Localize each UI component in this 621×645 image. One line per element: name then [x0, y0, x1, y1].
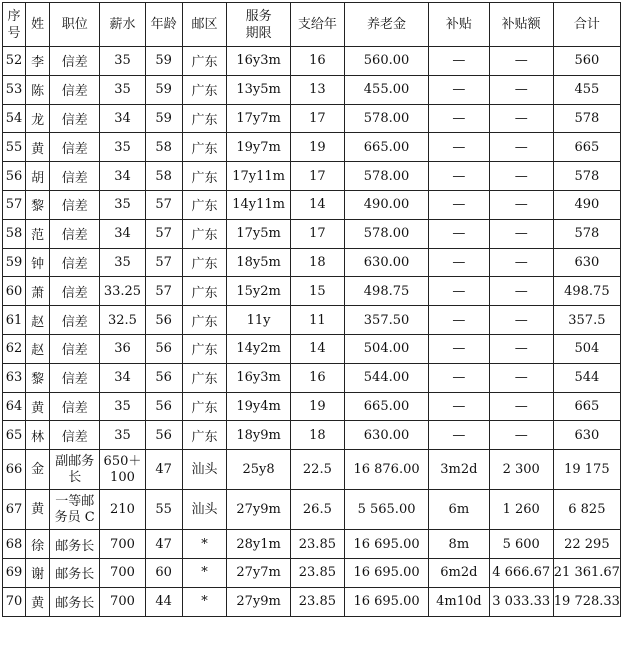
cell-allowance: — [429, 248, 490, 277]
cell-surname: 胡 [26, 162, 50, 191]
table-row [3, 558, 621, 587]
table-row [3, 248, 621, 277]
cell-allowance-amount: — [489, 219, 553, 248]
cell-years-paid: 19 [290, 133, 344, 162]
cell-service-term: 13y5m [227, 75, 290, 104]
cell-surname: 赵 [26, 334, 50, 363]
cell-pension: 490.00 [345, 190, 429, 219]
cell-salary: 34 [100, 363, 146, 392]
cell-surname: 赵 [26, 306, 50, 335]
cell-allowance: — [429, 162, 490, 191]
cell-years-paid: 18 [290, 248, 344, 277]
cell-seq: 54 [3, 104, 26, 133]
table-row [3, 47, 621, 76]
cell-allowance: — [429, 219, 490, 248]
cell-position: 信差 [50, 75, 100, 104]
cell-surname: 陈 [26, 75, 50, 104]
cell-allowance: — [429, 306, 490, 335]
cell-service-term: 27y7m [227, 558, 290, 587]
table-row [3, 219, 621, 248]
table-row [3, 587, 621, 616]
cell-salary: 34 [100, 219, 146, 248]
table-row [3, 306, 621, 335]
cell-years-paid: 26.5 [290, 490, 344, 530]
cell-position: 信差 [50, 190, 100, 219]
cell-years-paid: 18 [290, 421, 344, 450]
cell-postal-district: 广东 [182, 363, 227, 392]
cell-pension: 578.00 [345, 219, 429, 248]
cell-years-paid: 13 [290, 75, 344, 104]
header-allowance: 补贴 [429, 3, 490, 47]
cell-salary: 35 [100, 75, 146, 104]
cell-age: 57 [145, 248, 182, 277]
cell-pension: 578.00 [345, 162, 429, 191]
cell-age: 56 [145, 306, 182, 335]
cell-postal-district: 广东 [182, 306, 227, 335]
table-row [3, 277, 621, 306]
cell-position: 一等邮务员 C [50, 490, 100, 530]
cell-position: 信差 [50, 47, 100, 76]
cell-position: 信差 [50, 133, 100, 162]
cell-age: 59 [145, 47, 182, 76]
cell-allowance: — [429, 133, 490, 162]
cell-total: 357.5 [553, 306, 620, 335]
cell-pension: 560.00 [345, 47, 429, 76]
cell-postal-district: 广东 [182, 133, 227, 162]
cell-surname: 徐 [26, 530, 50, 559]
cell-service-term: 25y8 [227, 450, 290, 490]
cell-postal-district: 广东 [182, 392, 227, 421]
cell-postal-district: 广东 [182, 190, 227, 219]
cell-pension: 16 695.00 [345, 530, 429, 559]
cell-seq: 69 [3, 558, 26, 587]
cell-postal-district: 广东 [182, 162, 227, 191]
cell-position: 信差 [50, 219, 100, 248]
cell-age: 56 [145, 392, 182, 421]
cell-salary: 700 [100, 587, 146, 616]
cell-allowance: — [429, 421, 490, 450]
cell-service-term: 19y7m [227, 133, 290, 162]
cell-service-term: 17y7m [227, 104, 290, 133]
cell-postal-district: 广东 [182, 219, 227, 248]
cell-postal-district: * [182, 558, 227, 587]
cell-allowance-amount: — [489, 75, 553, 104]
cell-surname: 黎 [26, 363, 50, 392]
cell-surname: 金 [26, 450, 50, 490]
cell-pension: 16 695.00 [345, 558, 429, 587]
header-age: 年龄 [145, 3, 182, 47]
cell-service-term: 18y5m [227, 248, 290, 277]
header-total: 合计 [553, 3, 620, 47]
cell-allowance-amount: — [489, 248, 553, 277]
cell-total: 665 [553, 133, 620, 162]
cell-surname: 谢 [26, 558, 50, 587]
cell-age: 59 [145, 75, 182, 104]
cell-years-paid: 23.85 [290, 587, 344, 616]
cell-seq: 61 [3, 306, 26, 335]
cell-service-term: 27y9m [227, 587, 290, 616]
cell-surname: 范 [26, 219, 50, 248]
table-row [3, 104, 621, 133]
cell-allowance-amount: — [489, 162, 553, 191]
cell-years-paid: 17 [290, 104, 344, 133]
cell-surname: 钟 [26, 248, 50, 277]
cell-pension: 5 565.00 [345, 490, 429, 530]
cell-years-paid: 16 [290, 47, 344, 76]
cell-years-paid: 19 [290, 392, 344, 421]
pension-table [2, 2, 621, 617]
cell-age: 56 [145, 421, 182, 450]
cell-salary: 35 [100, 133, 146, 162]
cell-allowance-amount: 5 600 [489, 530, 553, 559]
cell-surname: 黄 [26, 490, 50, 530]
cell-position: 信差 [50, 363, 100, 392]
cell-pension: 498.75 [345, 277, 429, 306]
cell-seq: 60 [3, 277, 26, 306]
cell-salary: 210 [100, 490, 146, 530]
header-row [3, 3, 621, 47]
cell-surname: 李 [26, 47, 50, 76]
cell-years-paid: 14 [290, 190, 344, 219]
cell-salary: 34 [100, 104, 146, 133]
cell-allowance: 6m [429, 490, 490, 530]
cell-salary: 650＋100 [100, 450, 146, 490]
header-allowance-amount: 补贴额 [489, 3, 553, 47]
cell-salary: 35 [100, 392, 146, 421]
cell-age: 57 [145, 190, 182, 219]
cell-age: 56 [145, 334, 182, 363]
cell-service-term: 17y11m [227, 162, 290, 191]
header-seq: 序号 [3, 3, 26, 47]
header-postal-district: 邮区 [182, 3, 227, 47]
cell-seq: 53 [3, 75, 26, 104]
cell-service-term: 15y2m [227, 277, 290, 306]
table-row [3, 334, 621, 363]
cell-age: 44 [145, 587, 182, 616]
cell-allowance-amount: — [489, 392, 553, 421]
table-row [3, 421, 621, 450]
cell-allowance-amount: — [489, 334, 553, 363]
cell-surname: 黄 [26, 587, 50, 616]
cell-postal-district: 广东 [182, 47, 227, 76]
cell-salary: 36 [100, 334, 146, 363]
cell-age: 57 [145, 219, 182, 248]
cell-years-paid: 23.85 [290, 558, 344, 587]
cell-years-paid: 14 [290, 334, 344, 363]
cell-position: 信差 [50, 334, 100, 363]
cell-postal-district: 汕头 [182, 490, 227, 530]
cell-seq: 67 [3, 490, 26, 530]
cell-surname: 林 [26, 421, 50, 450]
cell-seq: 65 [3, 421, 26, 450]
cell-age: 57 [145, 277, 182, 306]
header-surname: 姓 [26, 3, 50, 47]
cell-allowance-amount: — [489, 277, 553, 306]
cell-total: 544 [553, 363, 620, 392]
cell-position: 信差 [50, 104, 100, 133]
cell-allowance: 6m2d [429, 558, 490, 587]
cell-allowance: 3m2d [429, 450, 490, 490]
cell-position: 信差 [50, 248, 100, 277]
table-row [3, 530, 621, 559]
cell-salary: 35 [100, 248, 146, 277]
cell-seq: 63 [3, 363, 26, 392]
cell-position: 信差 [50, 277, 100, 306]
cell-pension: 544.00 [345, 363, 429, 392]
cell-surname: 龙 [26, 104, 50, 133]
cell-position: 邮务长 [50, 530, 100, 559]
cell-years-paid: 11 [290, 306, 344, 335]
cell-pension: 665.00 [345, 133, 429, 162]
cell-allowance-amount: — [489, 47, 553, 76]
cell-pension: 16 876.00 [345, 450, 429, 490]
cell-position: 信差 [50, 162, 100, 191]
cell-allowance: — [429, 190, 490, 219]
cell-age: 59 [145, 104, 182, 133]
cell-allowance: — [429, 392, 490, 421]
cell-seq: 70 [3, 587, 26, 616]
cell-years-paid: 17 [290, 219, 344, 248]
cell-years-paid: 16 [290, 363, 344, 392]
cell-surname: 黄 [26, 133, 50, 162]
cell-salary: 35 [100, 47, 146, 76]
cell-age: 58 [145, 162, 182, 191]
cell-total: 578 [553, 104, 620, 133]
cell-position: 信差 [50, 306, 100, 335]
cell-total: 21 361.67 [553, 558, 620, 587]
cell-service-term: 28y1m [227, 530, 290, 559]
cell-pension: 630.00 [345, 421, 429, 450]
cell-allowance: — [429, 334, 490, 363]
table-row [3, 75, 621, 104]
cell-total: 578 [553, 162, 620, 191]
table-row [3, 190, 621, 219]
cell-position: 信差 [50, 421, 100, 450]
cell-postal-district: * [182, 530, 227, 559]
cell-total: 665 [553, 392, 620, 421]
cell-total: 22 295 [553, 530, 620, 559]
cell-pension: 630.00 [345, 248, 429, 277]
cell-postal-district: 广东 [182, 421, 227, 450]
cell-age: 60 [145, 558, 182, 587]
cell-position: 副邮务长 [50, 450, 100, 490]
cell-total: 504 [553, 334, 620, 363]
cell-allowance: 4m10d [429, 587, 490, 616]
cell-seq: 64 [3, 392, 26, 421]
cell-allowance-amount: — [489, 363, 553, 392]
cell-service-term: 17y5m [227, 219, 290, 248]
cell-seq: 56 [3, 162, 26, 191]
cell-years-paid: 22.5 [290, 450, 344, 490]
cell-pension: 504.00 [345, 334, 429, 363]
cell-postal-district: 广东 [182, 104, 227, 133]
cell-pension: 578.00 [345, 104, 429, 133]
cell-position: 信差 [50, 392, 100, 421]
cell-age: 58 [145, 133, 182, 162]
header-salary: 薪水 [100, 3, 146, 47]
cell-postal-district: * [182, 587, 227, 616]
cell-position: 邮务长 [50, 558, 100, 587]
table-body [3, 47, 621, 617]
cell-service-term: 14y2m [227, 334, 290, 363]
cell-salary: 32.5 [100, 306, 146, 335]
cell-salary: 700 [100, 530, 146, 559]
cell-allowance: — [429, 47, 490, 76]
cell-service-term: 27y9m [227, 490, 290, 530]
cell-postal-district: 广东 [182, 75, 227, 104]
cell-service-term: 16y3m [227, 363, 290, 392]
cell-allowance: — [429, 277, 490, 306]
cell-total: 560 [553, 47, 620, 76]
cell-allowance: — [429, 363, 490, 392]
cell-allowance-amount: — [489, 133, 553, 162]
cell-years-paid: 23.85 [290, 530, 344, 559]
cell-total: 498.75 [553, 277, 620, 306]
cell-service-term: 19y4m [227, 392, 290, 421]
cell-total: 6 825 [553, 490, 620, 530]
cell-allowance: 8m [429, 530, 490, 559]
cell-total: 578 [553, 219, 620, 248]
cell-seq: 59 [3, 248, 26, 277]
table-row [3, 450, 621, 490]
cell-total: 19 175 [553, 450, 620, 490]
cell-pension: 455.00 [345, 75, 429, 104]
cell-salary: 35 [100, 421, 146, 450]
cell-position: 邮务长 [50, 587, 100, 616]
cell-salary: 34 [100, 162, 146, 191]
cell-allowance: — [429, 75, 490, 104]
header-years-paid: 支给年 [290, 3, 344, 47]
cell-postal-district: 广东 [182, 248, 227, 277]
table-row [3, 133, 621, 162]
cell-surname: 黄 [26, 392, 50, 421]
cell-postal-district: 广东 [182, 334, 227, 363]
cell-seq: 57 [3, 190, 26, 219]
cell-total: 630 [553, 421, 620, 450]
cell-surname: 萧 [26, 277, 50, 306]
cell-pension: 665.00 [345, 392, 429, 421]
cell-age: 55 [145, 490, 182, 530]
cell-seq: 66 [3, 450, 26, 490]
cell-postal-district: 广东 [182, 277, 227, 306]
table-row [3, 363, 621, 392]
cell-total: 19 728.33 [553, 587, 620, 616]
cell-years-paid: 15 [290, 277, 344, 306]
table-row [3, 490, 621, 530]
cell-total: 455 [553, 75, 620, 104]
cell-salary: 35 [100, 190, 146, 219]
header-pension: 养老金 [345, 3, 429, 47]
cell-service-term: 18y9m [227, 421, 290, 450]
cell-salary: 700 [100, 558, 146, 587]
cell-seq: 62 [3, 334, 26, 363]
table-row [3, 162, 621, 191]
cell-pension: 16 695.00 [345, 587, 429, 616]
cell-seq: 68 [3, 530, 26, 559]
cell-allowance: — [429, 104, 490, 133]
cell-allowance-amount: — [489, 306, 553, 335]
cell-age: 47 [145, 530, 182, 559]
cell-service-term: 14y11m [227, 190, 290, 219]
cell-allowance-amount: 2 300 [489, 450, 553, 490]
cell-allowance-amount: — [489, 104, 553, 133]
header-service-term: 服务期限 [227, 3, 290, 47]
cell-allowance-amount: 1 260 [489, 490, 553, 530]
cell-salary: 33.25 [100, 277, 146, 306]
cell-allowance-amount: — [489, 190, 553, 219]
cell-seq: 58 [3, 219, 26, 248]
cell-postal-district: 汕头 [182, 450, 227, 490]
header-position: 职位 [50, 3, 100, 47]
table-row [3, 392, 621, 421]
cell-years-paid: 17 [290, 162, 344, 191]
cell-total: 490 [553, 190, 620, 219]
cell-age: 56 [145, 363, 182, 392]
cell-seq: 52 [3, 47, 26, 76]
cell-allowance-amount: — [489, 421, 553, 450]
cell-service-term: 16y3m [227, 47, 290, 76]
cell-total: 630 [553, 248, 620, 277]
cell-age: 47 [145, 450, 182, 490]
cell-surname: 黎 [26, 190, 50, 219]
cell-seq: 55 [3, 133, 26, 162]
cell-service-term: 11y [227, 306, 290, 335]
cell-allowance-amount: 3 033.33 [489, 587, 553, 616]
cell-allowance-amount: 4 666.67 [489, 558, 553, 587]
cell-pension: 357.50 [345, 306, 429, 335]
